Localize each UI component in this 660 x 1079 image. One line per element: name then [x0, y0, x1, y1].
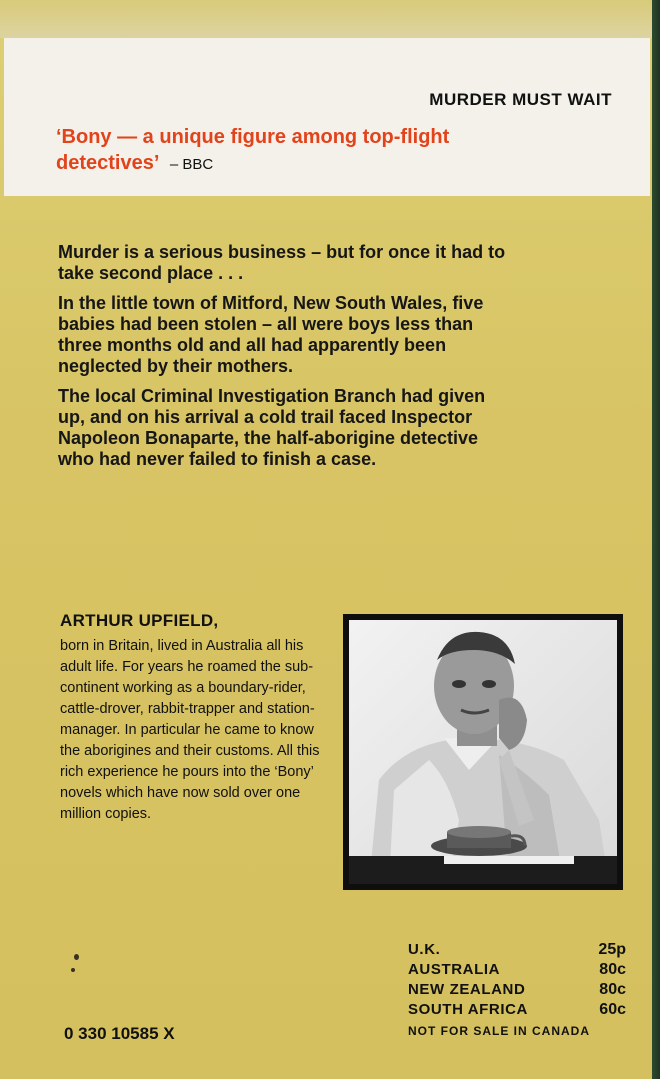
- isbn: 0 330 10585 X: [64, 1024, 175, 1043]
- price-row: [408, 940, 626, 960]
- blurb-paragraph: In the little town of Mitford, New South Wales, five babies had been stolen – all were boys less than three months old and all had apparently been neglected by their mothers.: [58, 293, 484, 376]
- quote-source: – BBC: [169, 156, 214, 173]
- blurb-paragraph: The local Criminal Investigation Branch had given up, and on his arrival a cold trail faced Inspector Napoleon Bonaparte, the half-aborigine detective who had never failed to finish a case.: [58, 386, 486, 469]
- price-row: [408, 980, 626, 1000]
- stain-mark: [71, 968, 75, 972]
- top-edge: [0, 0, 652, 38]
- author-photo: [343, 614, 623, 890]
- blurb-paragraph: Murder is a serious business – but for once it had to take second place . . .: [58, 242, 506, 283]
- price-region: NEW ZEALAND: [408, 981, 526, 998]
- review-quote: [56, 124, 476, 178]
- price-region: U.K.: [408, 941, 441, 958]
- not-for-sale-notice: NOT FOR SALE IN CANADA: [408, 1024, 590, 1038]
- spine-edge: [652, 0, 660, 1079]
- author-bio: born in Britain, lived in Australia all his adult life. For years he roamed the sub-continent working as a boundary-rider, cattle-drover, rabbit-trapper and station-manager. In particular he came to know the aborigines and their customs. All this rich experience he pours into the ‘Bony’ novels which have now sold over one million copies.: [60, 638, 320, 822]
- price-amount: 80c: [599, 961, 626, 978]
- author-portrait-photo-icon: [349, 620, 617, 884]
- price-amount: 80c: [599, 981, 626, 998]
- price-row: [408, 960, 626, 980]
- author-name: ARTHUR UPFIELD,: [60, 611, 219, 630]
- book-title: MURDER MUST WAIT: [429, 90, 612, 109]
- quote-text: ‘Bony — a unique figure among top-flight detectives’: [56, 126, 450, 174]
- price-region: SOUTH AFRICA: [408, 1001, 528, 1018]
- price-amount: 25p: [598, 941, 626, 958]
- blurb: [58, 242, 508, 479]
- price-row: [408, 1000, 626, 1020]
- price-amount: 60c: [599, 1001, 626, 1018]
- stain-mark: [74, 954, 79, 960]
- price-list: [408, 940, 626, 1020]
- price-region: AUSTRALIA: [408, 961, 501, 978]
